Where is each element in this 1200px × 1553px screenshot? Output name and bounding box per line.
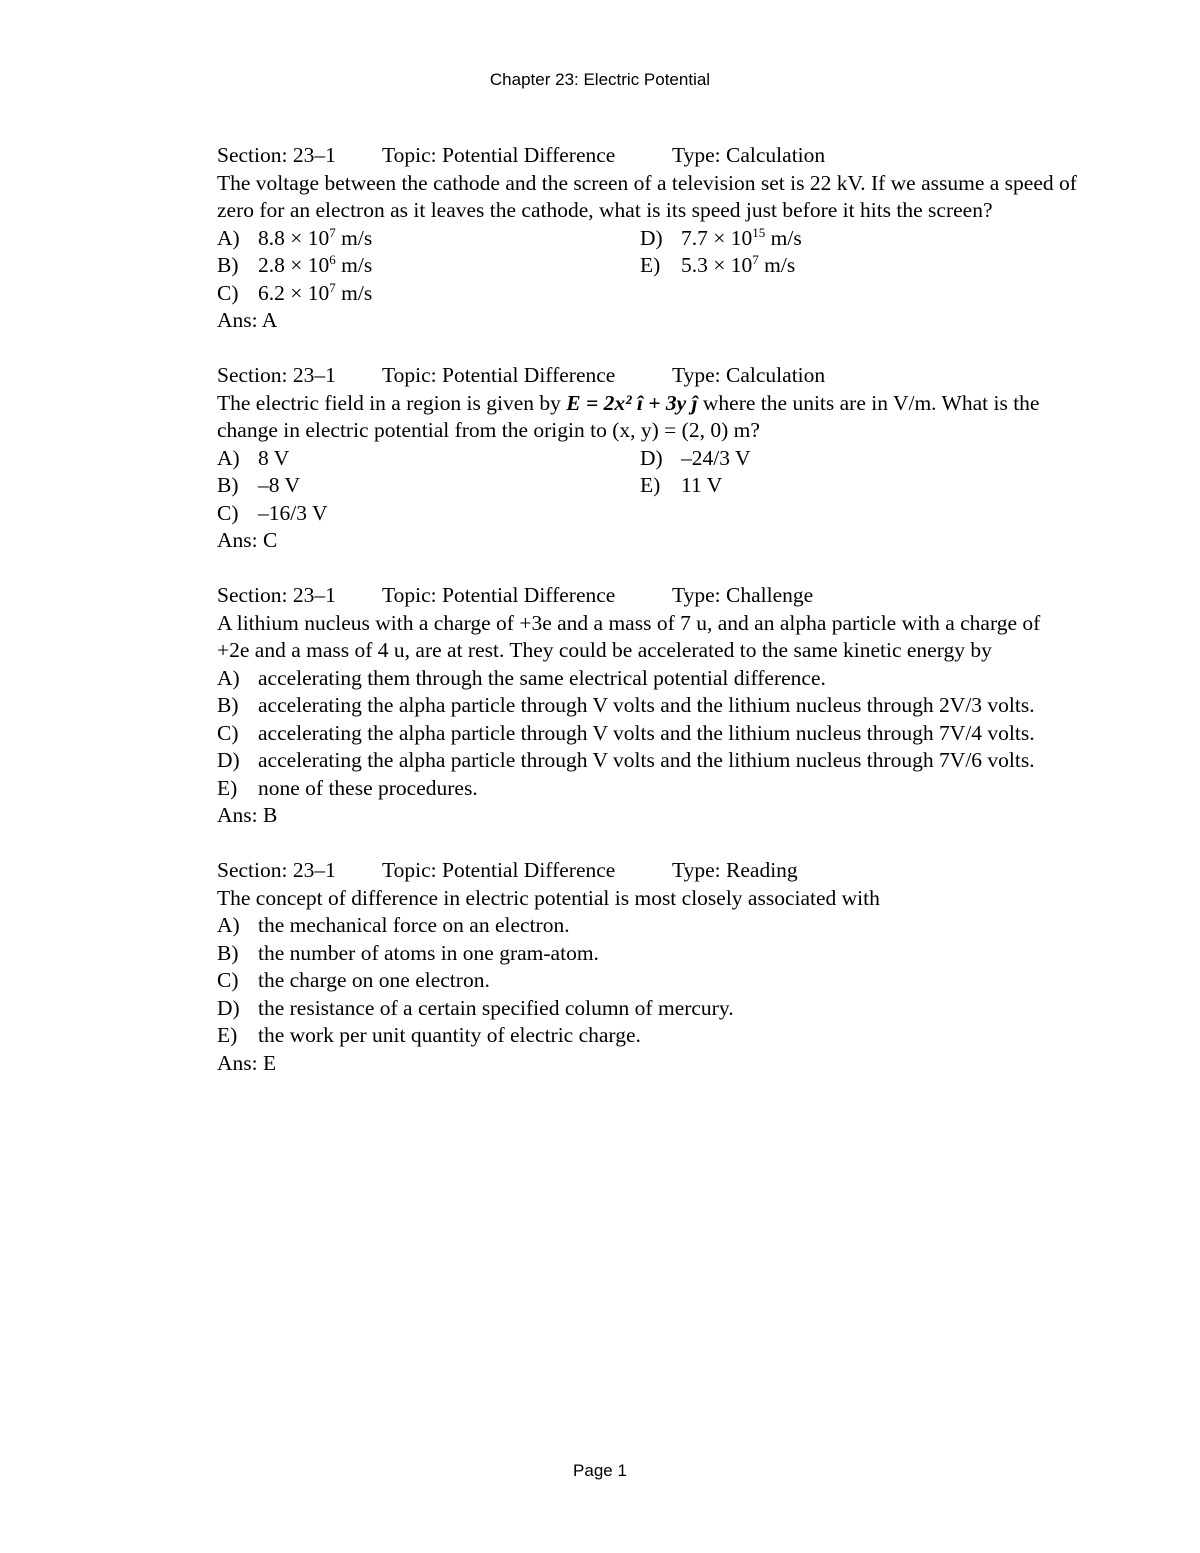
choice-e bbox=[217, 1022, 1077, 1050]
topic-label: Topic: Potential Difference bbox=[382, 363, 616, 387]
type-label: Type: Calculation bbox=[672, 363, 826, 387]
choice-letter: E) bbox=[217, 775, 238, 800]
choice-letter: A) bbox=[217, 225, 240, 250]
choice-text: accelerating them through the same electrical potential difference. bbox=[258, 665, 826, 690]
topic-label: Topic: Potential Difference bbox=[382, 858, 616, 882]
choice-letter: D) bbox=[217, 748, 240, 772]
choice-list bbox=[217, 912, 1077, 1050]
choice-unit: m/s bbox=[335, 280, 373, 305]
answer-key: Ans: E bbox=[217, 1050, 277, 1075]
choice-letter: B) bbox=[217, 693, 239, 717]
choice-a bbox=[217, 225, 640, 253]
type-label: Type: Challenge bbox=[672, 583, 814, 607]
choice-c bbox=[217, 500, 640, 528]
choice-letter: D) bbox=[640, 225, 663, 250]
choice-letter: C) bbox=[217, 500, 239, 525]
question-stem: A lithium nucleus with a charge of +3e and a mass of 7 u, and an alpha particle with a charge of +2e and a mass of 4 u, are at rest. They could be accelerated to the same kinetic energy by bbox=[217, 610, 1041, 662]
answer-key: Ans: B bbox=[217, 803, 278, 827]
choice-text: accelerating the alpha particle through V volts and the lithium nucleus through 7V/6 volts. bbox=[258, 748, 1035, 772]
choice-a bbox=[217, 665, 1077, 693]
question-2 bbox=[217, 362, 1077, 555]
section-label: Section: 23–1 bbox=[217, 143, 336, 167]
choice-mantissa: 6.2 × 10 bbox=[258, 280, 330, 305]
question-meta bbox=[217, 142, 1077, 170]
choice-mantissa: 7.7 × 10 bbox=[681, 225, 753, 250]
choice-exponent: 6 bbox=[329, 252, 336, 267]
choice-unit: m/s bbox=[335, 225, 373, 250]
choice-b bbox=[217, 692, 1077, 720]
question-1 bbox=[217, 142, 1077, 335]
choice-letter: A) bbox=[217, 445, 240, 470]
field-equation: E = 2x² î + 3y ĵ bbox=[566, 390, 698, 415]
choice-unit: m/s bbox=[335, 253, 373, 277]
choice-letter: B) bbox=[217, 940, 239, 965]
question-meta bbox=[217, 582, 1077, 610]
choice-a bbox=[217, 912, 1077, 940]
choice-letter: B) bbox=[217, 473, 239, 497]
choice-c bbox=[217, 720, 1077, 748]
choice-text: the work per unit quantity of electric charge. bbox=[258, 1023, 641, 1047]
question-3 bbox=[217, 582, 1077, 830]
section-label: Section: 23–1 bbox=[217, 363, 336, 387]
question-meta bbox=[217, 857, 1077, 885]
choice-text: –24/3 V bbox=[681, 445, 751, 470]
choice-exponent: 7 bbox=[329, 279, 336, 295]
choice-text: –16/3 V bbox=[258, 500, 328, 525]
choice-letter: C) bbox=[217, 720, 239, 745]
choice-list bbox=[217, 225, 1077, 308]
choice-exponent: 15 bbox=[752, 224, 766, 240]
question-list bbox=[217, 142, 1077, 1105]
choice-letter: A) bbox=[217, 913, 240, 937]
choice-list bbox=[217, 445, 1077, 528]
choice-text: accelerating the alpha particle through V volts and the lithium nucleus through 2V/3 volts. bbox=[258, 693, 1035, 717]
question-meta bbox=[217, 362, 1077, 390]
choice-text: the charge on one electron. bbox=[258, 968, 490, 992]
choice-mantissa: 8.8 × 10 bbox=[258, 225, 330, 250]
choice-d bbox=[640, 445, 940, 473]
choice-letter: D) bbox=[640, 445, 663, 470]
choice-text: none of these procedures. bbox=[258, 775, 478, 800]
choice-text: the mechanical force on an electron. bbox=[258, 913, 570, 937]
choice-text: accelerating the alpha particle through V volts and the lithium nucleus through 7V/4 volts. bbox=[258, 720, 1035, 745]
choice-d bbox=[640, 225, 940, 253]
choice-letter: E) bbox=[640, 473, 661, 497]
choice-e bbox=[217, 775, 1077, 803]
page-footer: Page 1 bbox=[573, 1461, 627, 1480]
choice-text: 11 V bbox=[681, 473, 723, 497]
page-header: Chapter 23: Electric Potential bbox=[489, 70, 711, 89]
choice-letter: E) bbox=[640, 253, 661, 277]
answer-key: Ans: C bbox=[217, 528, 278, 552]
stem-text: where the units are in V/m. What is the change in electric potential from the origin to (x, y) = (2, 0) m? bbox=[217, 390, 1040, 442]
choice-b bbox=[217, 940, 1077, 968]
question-stem: The voltage between the cathode and the screen of a television set is 22 kV. If we assume a speed of zero for an electron as it leaves the cathode, what is its speed just before it hits the screen? bbox=[217, 170, 1077, 222]
choice-letter: B) bbox=[217, 253, 239, 277]
choice-letter: D) bbox=[217, 995, 240, 1020]
choice-unit: m/s bbox=[765, 225, 802, 250]
choice-exponent: 7 bbox=[329, 224, 336, 240]
choice-mantissa: 2.8 × 10 bbox=[258, 253, 330, 277]
choice-text: –8 V bbox=[258, 473, 301, 497]
section-label: Section: 23–1 bbox=[217, 858, 336, 882]
choice-c bbox=[217, 967, 1077, 995]
choice-text: the resistance of a certain specified column of mercury. bbox=[258, 995, 734, 1020]
choice-text: the number of atoms in one gram-atom. bbox=[258, 940, 599, 965]
choice-mantissa: 5.3 × 10 bbox=[681, 253, 753, 277]
choice-letter: C) bbox=[217, 280, 239, 305]
choice-c bbox=[217, 280, 640, 308]
type-label: Type: Calculation bbox=[672, 143, 826, 167]
choice-letter: C) bbox=[217, 968, 239, 992]
choice-list bbox=[217, 665, 1077, 803]
answer-key: Ans: A bbox=[217, 308, 278, 332]
choice-b bbox=[217, 472, 640, 500]
choice-text: 8 V bbox=[258, 445, 290, 470]
choice-e bbox=[640, 252, 940, 280]
topic-label: Topic: Potential Difference bbox=[382, 143, 616, 167]
question-stem: The concept of difference in electric potential is most closely associated with bbox=[217, 885, 880, 910]
stem-text: The electric field in a region is given by bbox=[217, 390, 567, 415]
question-4 bbox=[217, 857, 1077, 1077]
topic-label: Topic: Potential Difference bbox=[382, 583, 616, 607]
choice-b bbox=[217, 252, 640, 280]
choice-d bbox=[217, 995, 1077, 1023]
choice-letter: A) bbox=[217, 665, 240, 690]
choice-e bbox=[640, 472, 940, 500]
choice-a bbox=[217, 445, 640, 473]
choice-letter: E) bbox=[217, 1023, 238, 1047]
choice-exponent: 7 bbox=[752, 252, 759, 267]
type-label: Type: Reading bbox=[672, 858, 798, 882]
question-stem bbox=[217, 390, 1077, 445]
choice-d bbox=[217, 747, 1077, 775]
choice-unit: m/s bbox=[758, 253, 796, 277]
section-label: Section: 23–1 bbox=[217, 583, 336, 607]
